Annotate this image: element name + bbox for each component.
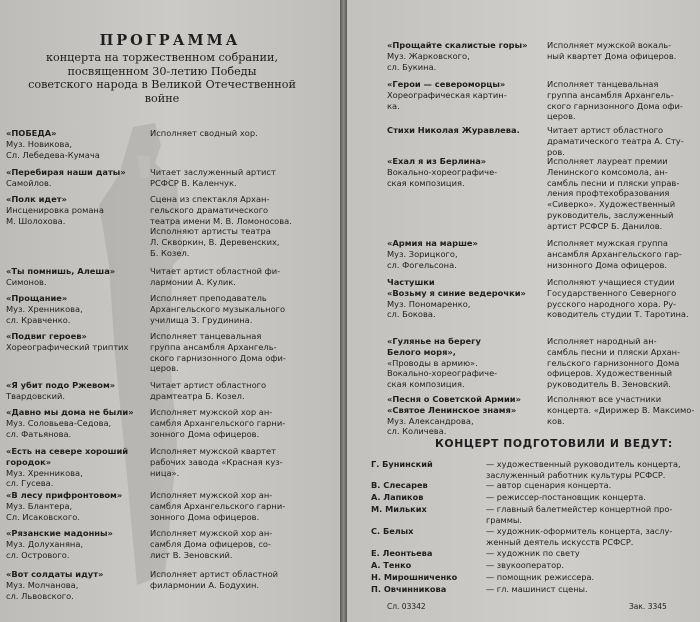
credit-role: — помощник режиссера. [486, 572, 595, 582]
credit-role: — художник-оформитель концерта, заслу- женный деятель искусств РСФСР. [486, 526, 673, 547]
credit-role: — режиссер-постановщик концерта. [486, 492, 646, 502]
program-item-performer: Сцена из спектакля Архан- гельского драматического театра имени М. В. Ломоносова. Исполняют артисты театра Л. Скворкин, В. Деревенских, Б. Козел. [150, 194, 292, 258]
program-item-title: «Давно мы дома не были» Муз. Соловьева-Седова, сл. Фатьянова. [6, 407, 134, 439]
credit-name: А. Лапиков [371, 492, 424, 502]
program-item-performer: Исполняет мужской хор ан- самбля Архангельского гарни- зонного Дома офицеров. [150, 490, 286, 522]
program-item-title: «Песня о Советской Армии» «Святое Ленинское знамя» Муз. Александрова, сл. Количева. [387, 394, 521, 437]
page-fold [340, 0, 347, 622]
program-item-performer: Исполняет мужской квартет рабочих завода «Красная куз- ница». [150, 446, 283, 478]
footer-left-code: Сл. 03342 [387, 602, 426, 611]
program-item-title: «В лесу прифронтовом» Муз. Блантера, Сл. Исаковского. [6, 490, 123, 522]
right-page [347, 0, 700, 622]
program-item-performer: Читает заслуженный артист РСФСР В. Каленчук. [150, 167, 276, 188]
program-item-title: «Рязанские мадонны» Муз. Долуханяна, сл. Острового. [6, 528, 113, 560]
credit-role: — художник по свету [486, 548, 580, 558]
credit-role: — звукооператор. [486, 560, 564, 570]
program-item-performer: Исполняет артист областной филармонии А. Бодухин. [150, 569, 279, 590]
program-item-title: «Ехал я из Берлина» Вокально-хореографиче- ская композиция. [387, 156, 498, 188]
program-item-performer: Исполняет танцевальная группа ансамбля Архангель- ского гарнизонного Дома офи- церов. [150, 331, 286, 374]
credit-name: П. Овчинникова [371, 584, 447, 594]
program-subtitle: концерта на торжественном собрании, посвященном 30-летию Победы советского народа в Великой Отечественной войне [28, 51, 296, 105]
credit-name: Г. Бунинский [371, 459, 433, 469]
credit-name: М. Мильких [371, 504, 427, 514]
program-item-performer: Исполняет танцевальная группа ансамбля Архангель- ского гарнизонного Дома офи- церов. [547, 79, 683, 122]
program-item-title: «Прощайте скалистые горы» Муз. Жарковского, сл. Букина. [387, 40, 528, 72]
credit-role: — гл. машинист сцены. [486, 584, 588, 594]
program-title: ПРОГРАММА [99, 32, 241, 49]
program-item-performer: Исполняет лауреат премии Ленинского комсомола, ан- самбль песни и пляски управ- ления профтехобразования «Сиверко». Художественный руководитель, заслуженный артист РСФСР Б. Данилов. [547, 156, 680, 231]
program-item-title: «Полк идет» Инсценировка романа М. Шолохова. [6, 194, 104, 226]
program-item-performer: Читает артист областной фи- лармонии А. Кулик. [150, 266, 281, 287]
program-item-title: «Подвиг героев» Хореографический триптих [6, 331, 129, 352]
program-item-title: «Я убит подо Ржевом» Твардовский. [6, 380, 116, 401]
credits-title: КОНЦЕРТ ПОДГОТОВИЛИ И ВЕДУТ: [435, 437, 673, 450]
program-item-performer: Исполняет мужской хор ан- самбля Дома офицеров, со- лист В. Зеновский. [150, 528, 273, 560]
program-item-performer: Исполняют все участники концерта. «Дирижер В. Максимо- ков. [547, 394, 695, 426]
program-item-title: Стихи Николая Журавлева. [387, 125, 520, 135]
program-item-performer: Исполняют учащиеся студии Государственного Северного русского народного хора. Ру- ководитель студии Т. Таротина. [547, 277, 689, 320]
credit-name: Н. Мирошниченко [371, 572, 458, 582]
credit-role: — автор сценария концерта. [486, 480, 612, 490]
program-item-performer: Читает артист областного драматического театра А. Сту- ров. [547, 125, 684, 157]
program-item-title: Частушки «Возьму я синие ведерочки» Муз. Пономаренко, сл. Бокова. [387, 277, 526, 320]
program-item-performer: Исполняет мужской хор ан- самбля Архангельского гарни- зонного Дома офицеров. [150, 407, 286, 439]
credit-name: С. Белых [371, 526, 414, 536]
credit-role: — художественный руководитель концерта, заслуженный работник культуры РСФСР. [486, 459, 681, 480]
program-item-title: «Армия на марше» Муз. Зорицкого, сл. Фогельсона. [387, 238, 478, 270]
program-item-performer: Исполняет сводный хор. [150, 128, 258, 138]
program-item-title: «Герои — североморцы» Хореографическая картин- ка. [387, 79, 507, 111]
program-item-title: «Ты помнишь, Алеша» Симонов. [6, 266, 116, 287]
credit-name: В. Слесарев [371, 480, 428, 490]
program-item-performer: Исполняет народный ан- самбль песни и пляски Архан- гельского гарнизонного Дома офицеров. Художественный руководитель В. Зеновский. [547, 336, 681, 390]
program-item-title: «Есть на севере хороший городок» Муз. Хренникова, сл. Гусева. [6, 446, 129, 489]
credit-name: А. Тенко [371, 560, 412, 570]
credit-name: Е. Леонтьева [371, 548, 433, 558]
program-item-performer: Исполняет преподаватель Архангельского музыкального училища З. Грудинина. [150, 293, 286, 325]
program-item-performer: Исполняет мужская группа ансамбля Архангельского гар- низонного Дома офицеров. [547, 238, 682, 270]
program-item-title: «Прощание» Муз. Хренникова, сл. Кравченко. [6, 293, 83, 325]
program-item-title: «Гулянье на берегу Белого моря», «Проводы в армию». Вокально-хореографиче- ская композиция. [387, 336, 498, 390]
left-page [0, 0, 340, 622]
program-item-performer: Читает артист областного драмтеатра Б. Козел. [150, 380, 267, 401]
credit-role: — главный балетмейстер концертной про- граммы. [486, 504, 673, 525]
program-item-title: «ПОБЕДА» Муз. Новикова, Сл. Лебедева-Кумача [6, 128, 100, 160]
program-item-title: «Вот солдаты идут» Муз. Молчанова, сл. Львовского. [6, 569, 104, 601]
footer-order-number: Зак. 3345 [629, 602, 667, 611]
program-item-performer: Исполняет мужской вокаль- ный квартет Дома офицеров. [547, 40, 677, 61]
program-item-title: «Перебирая наши даты» Самойлов. [6, 167, 126, 188]
